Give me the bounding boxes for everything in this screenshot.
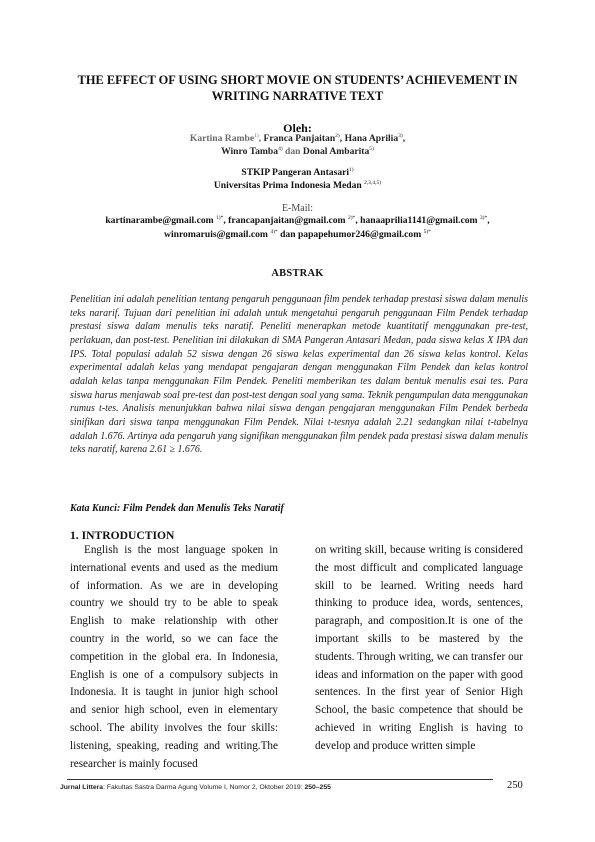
email-sup: 4)* bbox=[270, 229, 278, 235]
email-sup: 5)* bbox=[423, 229, 431, 235]
author-name: Hana Aprilia bbox=[344, 133, 399, 144]
email-address[interactable]: hanaaprilia1141@gmail.com bbox=[360, 215, 478, 226]
author-name: Kartina Rambe bbox=[189, 133, 255, 144]
body-column-left: English is the most language spoken in international events and used as the medium of information. As we are in developing country we should try to be able to speak English to make relationship with other country in the world, so we can face the competition in the global era. In Indonesia, English is one of a compulsory subjects in Indonesia. It is taught in junior high school and senior high school, even in elementary school. The ability involves the four skills: listening, speaking, reading and writing.The researcher is mainly focused bbox=[70, 544, 278, 770]
affiliations bbox=[40, 167, 555, 192]
email-sup: 3)* bbox=[479, 215, 488, 221]
abstract-heading: ABSTRAK bbox=[271, 268, 324, 279]
email-sup: 2)* bbox=[347, 215, 356, 221]
journal-name: Jurnal Littera bbox=[60, 784, 104, 791]
journal-details: : Fakultas Sastra Darma Agung Volume I, Nomor 2, Oktober 2019: bbox=[103, 784, 305, 791]
section-heading-introduction: 1. INTRODUCTION bbox=[70, 529, 175, 542]
author-sup: 2) bbox=[335, 133, 340, 139]
author-heading: Oleh: bbox=[283, 121, 312, 135]
author-sup: 1) bbox=[254, 133, 259, 139]
journal-pages: 250–255 bbox=[304, 784, 331, 791]
page-number: 250 bbox=[507, 780, 523, 791]
author-name: Donal Ambarita bbox=[302, 145, 370, 157]
email-list: kartinarambe@gmail.com $^{1)*}$, francapanjaitan@gmail.com $^{2)*}$, hanaaprilia1141@gmail.com $^{3)*}$, winromaruis@gmail.com $^{4)*}$ dan papapehumor246@gmail.com $^{5)*}$ bbox=[105, 215, 490, 240]
journal-footer bbox=[60, 784, 331, 791]
author-sup: 4) bbox=[278, 145, 283, 152]
footer-divider bbox=[67, 779, 493, 780]
paper-title: THE EFFECT OF USING SHORT MOVIE ON STUDENTS’ ACHIEVEMENT IN WRITING NARRATIVE TEXT bbox=[77, 73, 518, 103]
email-address[interactable]: kartinarambe@gmail.com bbox=[105, 215, 214, 226]
author-sup: 3) bbox=[398, 133, 403, 139]
affiliation: STKIP Pangeran Antasari bbox=[241, 167, 350, 178]
affiliation: Universitas Prima Indonesia Medan bbox=[213, 179, 362, 191]
keywords: Kata Kunci: Film Pendek dan Menulis Teks Naratif bbox=[70, 503, 284, 514]
email-address[interactable]: papapehumor246@gmail.com bbox=[297, 229, 422, 240]
affiliation-sup: 2,3,4,5) bbox=[364, 179, 382, 186]
email-address[interactable]: winromaruis@gmail.com bbox=[164, 229, 268, 240]
email-sup: 1)* bbox=[216, 215, 224, 221]
email-address[interactable]: francapanjaitan@gmail.com bbox=[228, 215, 346, 226]
author-name: Winro Tamba bbox=[221, 145, 279, 157]
author-name: Franca Panjaitan bbox=[263, 133, 336, 144]
abstract-body: Penelitian ini adalah penelitian tentang pengaruh penggunaan film pendek terhadap prestasi siswa dalam menulis teks nararif. Tujuan dari penelitian ini adalah untuk mengetahui pengaruh penggunaan Film Pendek terhadap prestasi siswa dalam menulis teks naratif. Peneliti menerapkan metode kuantitatif menggunakan pre-test, perlakuan, dan post-test. Penelitian ini dilakukan di SMA Pangeran Antasari Medan, pada siswa kelas X IPA dan IPS. Total populasi adalah 52 siswa dengan 26 siswa kelas experimental dan 26 siswa kelas kontrol. Kelas experimental adalah kelas yang mendapat pengajaran dengan menggunakan Film Pendek dan kelas kontrol adalah kelas tanpa menggunakan Film Pendek. Peneliti memberikan tes dalam bentuk menulis esai tes. Para siswa harus menjawab soal pre-test dan post-test dengan soal yang sama. Teknik pengumpulan data menggunakan rumus t-tes. Analisis menunjukkan bahwa nilai siswa dengan pengajaran menggunakan Film Pendek berbeda sinifikan dari siswa tanpa menggunakan Film Pendek. Nilai t-tesnya adalah 2.21 sedangkan nilai t-tabelnya adalah 1.676. Artinya ada pengaruh yang signifikan menggunakan film pendek pada prestasi siswa dalam menulis teks naratif, karena 2.61 ≥ 1.676. bbox=[70, 294, 528, 456]
body-column-right: on writing skill, because writing is considered the most difficult and complicated language skill to be learned. Writing needs hard thinking to produce idea, words, sentences, paragraph, and composition.It is one of the important skills to be mastered by the students. Through writing, we can transfer our ideas and information on the paper with good sentences. In the first year of Senior High School, the basic competence that should be achieved in writing English is having to develop and produce written simple bbox=[315, 544, 523, 752]
author-list: Kartina Rambe$^{1)}$, Franca Panjaitan$^{2)}$, Hana Aprilia$^{3)}$, Winro Tamba$^{4)}$ dan Donal Ambarita$^{5)}$ bbox=[189, 133, 406, 157]
author-sup: 5) bbox=[369, 145, 374, 152]
affiliation-sup: 1) bbox=[349, 167, 354, 173]
email-label: E-Mail: bbox=[281, 203, 314, 214]
